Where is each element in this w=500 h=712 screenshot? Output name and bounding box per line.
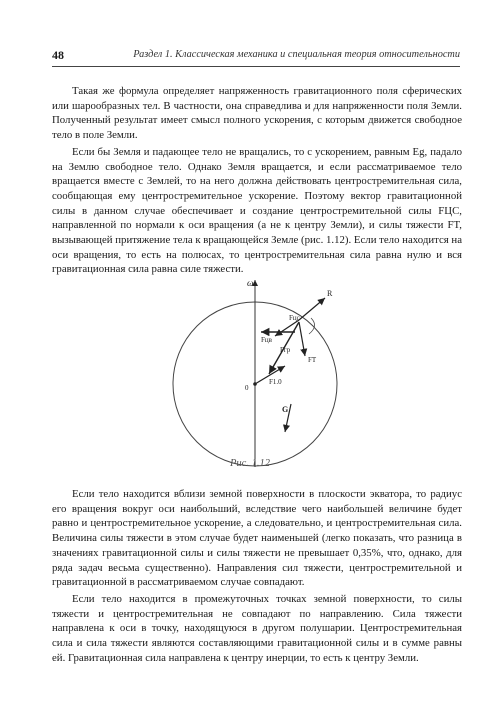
running-title: Раздел 1. Классическая механика и специальная теория относительности [133,49,460,60]
f-cs-label: Fцс [289,314,300,322]
running-header [52,48,460,67]
paragraph-2: Если бы Земля и падающее тело не вращались, то с ускорением, равным Eg, падало на Землю свободное тело. Однако Земля вращается, и если рассматриваемое тело вращается вместе с Землей, то на него должна действовать центростремительная сила, сообщающая ему центростремительное ускорение. Поэтому вектор гравитационной силы в данном случае обеспечивает и создание центростремительной силы FЦС, направленной по нормали к оси вращения (а не к центру Земли), и силы тяжести FT, вызывающей притяжение тела к вращающейся Земле (рис. 1.12). Если тело находится на оси вращения, то есть на полюсах, то центростремительная сила равна нулю и вся гравитационная сила равна силе тяжести. [52,145,462,276]
center-label: 0 [245,384,249,392]
f1-label: F1.0 [269,378,282,386]
f-gr-label: Fгр [280,346,291,354]
paragraph-1: Такая же формула определяет напряженность гравитационного поля сферических или шарообразных тел. В частности, она справедлива и для напряженности поля Земли. Полученный результат имеет смысл полного ускорения, с которым движется свободное тело в поле Земли. [52,85,462,142]
page-number: 48 [52,48,64,62]
figure-caption: Рис. 1.12 [230,458,270,469]
r-label: R [327,289,333,298]
figure-earth-forces [165,272,355,467]
paragraph-3: Если тело находится вблизи земной поверхности в плоскости экватора, то радиус его вращения вокруг оси наибольший, вследствие чего наибольшей величине будет равно и центростремительное ускорение, а следовательно, и центростремительная сила. Величина силы тяжести в этом случае будет наименьшей (легко показать, что разница в значениях гравитационной силы и силы тяжести не превышает 0,35%, что, однако, для ряда задач весьма существенно). Направления сил тяжести, центростремительной и гравитационной в рассматриваемом случае совпадают. [52,488,462,589]
f-ts-left-label: Fцв [261,336,272,344]
paragraph-4: Если тело находится в промежуточных точках земной поверхности, то силы тяжести и центростремительная не совпадают по направлению. Сила тяжести направлена к оси в точку, находящуюся в другом полушарии. Центростремительная сила и сила тяжести являются составляющими гравитационной силы и в сумме равны ей. Гравитационная сила направлена к центру инерции, то есть к центру Земли. [52,592,462,664]
f-t-arrow [299,322,305,356]
g-label: G [282,405,289,414]
omega-label: ω [247,278,254,288]
text-block-top [52,84,462,279]
f-t-label: FT [308,356,317,364]
r-arrow [299,298,325,320]
text-block-bottom [52,487,462,667]
